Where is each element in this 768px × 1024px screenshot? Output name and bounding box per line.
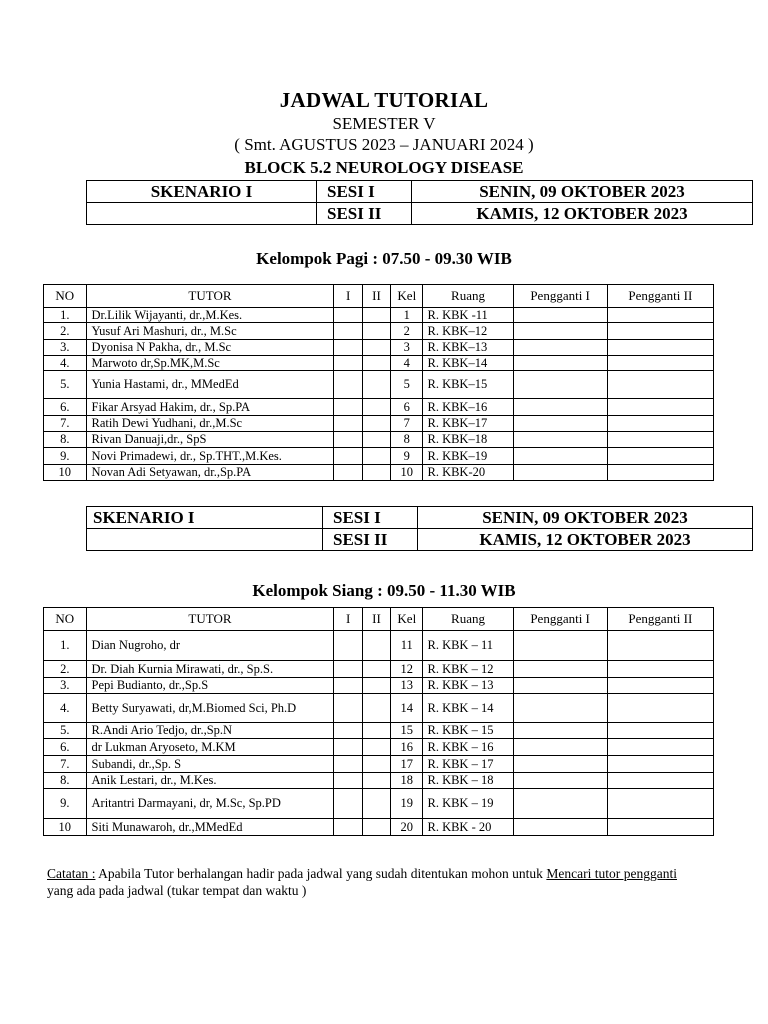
row-ruang: R. KBK–12 [423, 323, 513, 340]
row-tutor: Dyonisa N Pakha, dr., M.Sc [86, 340, 334, 356]
col-pengganti-2: Pengganti II [607, 285, 713, 308]
row-sesi-ii [362, 773, 390, 789]
table-row [44, 465, 714, 481]
row-ruang: R. KBK–16 [423, 399, 513, 416]
schedule-row-1 [87, 507, 753, 529]
table-row [44, 678, 714, 694]
row-sesi-ii [362, 323, 390, 340]
row-sesi-ii [362, 694, 390, 723]
row-kel: 3 [391, 340, 423, 356]
row-pengganti-1 [513, 773, 607, 789]
note-label: Catatan : [47, 866, 96, 881]
table-row [44, 448, 714, 465]
row-no: 1. [44, 631, 87, 661]
row-tutor: Novi Primadewi, dr., Sp.THT.,M.Kes. [86, 448, 334, 465]
row-sesi-i [334, 432, 362, 448]
note-text-1: Apabila Tutor berhalangan hadir pada jadwal yang sudah ditentukan mohon untuk [95, 866, 547, 881]
row-no: 7. [44, 756, 87, 773]
row-tutor: Fikar Arsyad Hakim, dr., Sp.PA [86, 399, 334, 416]
row-kel: 12 [391, 661, 423, 678]
row-kel: 14 [391, 694, 423, 723]
row-sesi-ii [362, 661, 390, 678]
row-no: 9. [44, 448, 87, 465]
row-kel: 5 [391, 371, 423, 399]
row-tutor: Siti Munawaroh, dr.,MMedEd [86, 819, 334, 836]
sesi-2-date: KAMIS, 12 OKTOBER 2023 [418, 529, 753, 551]
col-kel: Kel [391, 285, 423, 308]
row-pengganti-1 [513, 661, 607, 678]
row-kel: 7 [391, 416, 423, 432]
row-tutor: Rivan Danuaji,dr., SpS [86, 432, 334, 448]
row-no: 3. [44, 678, 87, 694]
row-sesi-ii [362, 631, 390, 661]
row-pengganti-2 [607, 631, 713, 661]
row-pengganti-2 [607, 661, 713, 678]
col-pengganti-1: Pengganti I [513, 608, 607, 631]
table-row [44, 723, 714, 739]
row-sesi-ii [362, 308, 390, 323]
table-row [44, 789, 714, 819]
table-row [44, 399, 714, 416]
row-tutor: Anik Lestari, dr., M.Kes. [86, 773, 334, 789]
row-sesi-i [334, 323, 362, 340]
row-pengganti-1 [513, 678, 607, 694]
row-sesi-i [334, 773, 362, 789]
row-ruang: R. KBK – 19 [423, 789, 513, 819]
skenario-label: SKENARIO I [87, 181, 317, 203]
row-sesi-i [334, 739, 362, 756]
row-ruang: R. KBK–17 [423, 416, 513, 432]
row-no: 3. [44, 340, 87, 356]
document-title: JADWAL TUTORIAL [279, 88, 489, 112]
row-kel: 9 [391, 448, 423, 465]
row-sesi-ii [362, 756, 390, 773]
skenario-label: SKENARIO I [87, 507, 323, 529]
row-ruang: R. KBK – 15 [423, 723, 513, 739]
row-ruang: R. KBK–18 [423, 432, 513, 448]
row-sesi-i [334, 756, 362, 773]
row-no: 1. [44, 308, 87, 323]
row-pengganti-2 [607, 773, 713, 789]
row-pengganti-2 [607, 448, 713, 465]
row-pengganti-1 [513, 694, 607, 723]
tutor-table-pagi-body [44, 308, 714, 481]
row-pengganti-2 [607, 819, 713, 836]
row-pengganti-1 [513, 340, 607, 356]
sesi-2-label: SESI II [317, 203, 412, 225]
row-pengganti-1 [513, 371, 607, 399]
row-kel: 4 [391, 356, 423, 371]
skenario-empty-cell [87, 203, 317, 225]
sesi-2-label: SESI II [323, 529, 418, 551]
row-no: 2. [44, 323, 87, 340]
sesi-1-label: SESI I [317, 181, 412, 203]
row-no: 5. [44, 723, 87, 739]
row-pengganti-2 [607, 465, 713, 481]
col-ruang: Ruang [423, 285, 513, 308]
sesi-1-label: SESI I [323, 507, 418, 529]
row-pengganti-2 [607, 789, 713, 819]
table-row [44, 739, 714, 756]
row-sesi-i [334, 678, 362, 694]
row-sesi-i [334, 789, 362, 819]
row-sesi-ii [362, 678, 390, 694]
col-ii: II [362, 608, 390, 631]
row-tutor: Marwoto dr,Sp.MK,M.Sc [86, 356, 334, 371]
row-tutor: Dr. Diah Kurnia Mirawati, dr., Sp.S. [86, 661, 334, 678]
row-ruang: R. KBK – 16 [423, 739, 513, 756]
schedule-row-2 [87, 203, 753, 225]
row-pengganti-2 [607, 756, 713, 773]
row-ruang: R. KBK – 14 [423, 694, 513, 723]
block-label: BLOCK 5.2 NEUROLOGY DISEASE [244, 158, 524, 177]
row-pengganti-2 [607, 356, 713, 371]
row-kel: 20 [391, 819, 423, 836]
table-row [44, 371, 714, 399]
row-pengganti-1 [513, 739, 607, 756]
row-pengganti-1 [513, 756, 607, 773]
row-tutor: Yunia Hastami, dr., MMedEd [86, 371, 334, 399]
row-pengganti-1 [513, 465, 607, 481]
table-row [44, 323, 714, 340]
row-kel: 10 [391, 465, 423, 481]
row-ruang: R. KBK–14 [423, 356, 513, 371]
col-i: I [334, 285, 362, 308]
row-ruang: R. KBK – 13 [423, 678, 513, 694]
row-kel: 17 [391, 756, 423, 773]
row-no: 9. [44, 789, 87, 819]
row-pengganti-1 [513, 399, 607, 416]
row-sesi-i [334, 416, 362, 432]
col-tutor: TUTOR [86, 285, 334, 308]
col-i: I [334, 608, 362, 631]
row-kel: 1 [391, 308, 423, 323]
col-kel: Kel [391, 608, 423, 631]
row-no: 6. [44, 399, 87, 416]
row-pengganti-1 [513, 631, 607, 661]
col-pengganti-1: Pengganti I [513, 285, 607, 308]
row-pengganti-2 [607, 694, 713, 723]
row-pengganti-1 [513, 416, 607, 432]
row-kel: 2 [391, 323, 423, 340]
row-sesi-ii [362, 416, 390, 432]
col-no: NO [44, 608, 87, 631]
row-pengganti-2 [607, 678, 713, 694]
row-pengganti-1 [513, 308, 607, 323]
row-no: 4. [44, 694, 87, 723]
row-no: 5. [44, 371, 87, 399]
note-paragraph [47, 865, 677, 899]
row-no: 4. [44, 356, 87, 371]
tutor-table-siang [43, 607, 714, 836]
skenario-empty-cell [87, 529, 323, 551]
row-kel: 15 [391, 723, 423, 739]
row-pengganti-2 [607, 340, 713, 356]
row-sesi-ii [362, 448, 390, 465]
row-ruang: R. KBK–15 [423, 371, 513, 399]
row-pengganti-2 [607, 416, 713, 432]
row-ruang: R. KBK-20 [423, 465, 513, 481]
row-kel: 8 [391, 432, 423, 448]
col-no: NO [44, 285, 87, 308]
row-no: 6. [44, 739, 87, 756]
schedule-row-1 [87, 181, 753, 203]
row-sesi-i [334, 465, 362, 481]
row-tutor: Ratih Dewi Yudhani, dr.,M.Sc [86, 416, 334, 432]
row-kel: 18 [391, 773, 423, 789]
row-sesi-i [334, 661, 362, 678]
row-sesi-ii [362, 340, 390, 356]
row-sesi-ii [362, 371, 390, 399]
row-sesi-ii [362, 432, 390, 448]
note-text-2: yang ada pada jadwal (tukar tempat dan waktu ) [47, 883, 307, 898]
row-pengganti-2 [607, 308, 713, 323]
row-no: 10 [44, 465, 87, 481]
row-tutor: Aritantri Darmayani, dr, M.Sc, Sp.PD [86, 789, 334, 819]
row-sesi-i [334, 399, 362, 416]
row-no: 10 [44, 819, 87, 836]
schedule-table-siang [86, 506, 753, 551]
row-pengganti-2 [607, 371, 713, 399]
row-tutor: Subandi, dr.,Sp. S [86, 756, 334, 773]
row-pengganti-1 [513, 789, 607, 819]
table-row [44, 694, 714, 723]
row-kel: 6 [391, 399, 423, 416]
row-tutor: Dian Nugroho, dr [86, 631, 334, 661]
table-row [44, 773, 714, 789]
table-row [44, 432, 714, 448]
semester-label: SEMESTER V [332, 114, 436, 133]
table-row [44, 356, 714, 371]
schedule-row-2 [87, 529, 753, 551]
row-tutor: Novan Adi Setyawan, dr.,Sp.PA [86, 465, 334, 481]
row-no: 2. [44, 661, 87, 678]
row-pengganti-2 [607, 723, 713, 739]
row-tutor: Pepi Budianto, dr.,Sp.S [86, 678, 334, 694]
table-row [44, 819, 714, 836]
table-row [44, 661, 714, 678]
row-kel: 13 [391, 678, 423, 694]
row-kel: 19 [391, 789, 423, 819]
row-sesi-ii [362, 465, 390, 481]
table-row [44, 416, 714, 432]
table-row [44, 340, 714, 356]
row-sesi-ii [362, 356, 390, 371]
row-sesi-i [334, 356, 362, 371]
row-no: 8. [44, 432, 87, 448]
tutor-table-pagi [43, 284, 714, 481]
sesi-1-date: SENIN, 09 OKTOBER 2023 [412, 181, 753, 203]
row-sesi-ii [362, 739, 390, 756]
row-sesi-ii [362, 789, 390, 819]
row-sesi-i [334, 819, 362, 836]
row-ruang: R. KBK -11 [423, 308, 513, 323]
row-sesi-i [334, 340, 362, 356]
row-sesi-i [334, 448, 362, 465]
row-pengganti-2 [607, 739, 713, 756]
row-ruang: R. KBK–13 [423, 340, 513, 356]
row-no: 8. [44, 773, 87, 789]
row-ruang: R. KBK – 18 [423, 773, 513, 789]
row-pengganti-1 [513, 356, 607, 371]
row-sesi-i [334, 694, 362, 723]
row-pengganti-1 [513, 819, 607, 836]
schedule-table-pagi [86, 180, 753, 225]
table-header-row [44, 608, 714, 631]
row-kel: 11 [391, 631, 423, 661]
row-pengganti-1 [513, 323, 607, 340]
group-heading-siang: Kelompok Siang : 09.50 - 11.30 WIB [252, 581, 516, 600]
row-no: 7. [44, 416, 87, 432]
row-sesi-i [334, 308, 362, 323]
row-sesi-ii [362, 819, 390, 836]
row-pengganti-2 [607, 399, 713, 416]
row-pengganti-1 [513, 723, 607, 739]
group-heading-pagi: Kelompok Pagi : 07.50 - 09.30 WIB [256, 249, 512, 268]
row-ruang: R. KBK–19 [423, 448, 513, 465]
row-sesi-i [334, 723, 362, 739]
row-ruang: R. KBK – 12 [423, 661, 513, 678]
table-row [44, 308, 714, 323]
row-ruang: R. KBK - 20 [423, 819, 513, 836]
col-pengganti-2: Pengganti II [607, 608, 713, 631]
row-pengganti-1 [513, 448, 607, 465]
row-pengganti-2 [607, 432, 713, 448]
row-sesi-ii [362, 399, 390, 416]
row-kel: 16 [391, 739, 423, 756]
row-tutor: Yusuf Ari Mashuri, dr., M.Sc [86, 323, 334, 340]
row-tutor: R.Andi Ario Tedjo, dr.,Sp.N [86, 723, 334, 739]
row-ruang: R. KBK – 17 [423, 756, 513, 773]
row-pengganti-1 [513, 432, 607, 448]
row-tutor: dr Lukman Aryoseto, M.KM [86, 739, 334, 756]
period-label: ( Smt. AGUSTUS 2023 – JANUARI 2024 ) [234, 135, 534, 154]
row-tutor: Betty Suryawati, dr,M.Biomed Sci, Ph.D [86, 694, 334, 723]
row-pengganti-2 [607, 323, 713, 340]
note-link: Mencari tutor pengganti [546, 866, 677, 881]
col-ii: II [362, 285, 390, 308]
table-row [44, 756, 714, 773]
table-row [44, 631, 714, 661]
row-sesi-i [334, 631, 362, 661]
col-ruang: Ruang [423, 608, 513, 631]
row-tutor: Dr.Lilik Wijayanti, dr.,M.Kes. [86, 308, 334, 323]
sesi-1-date: SENIN, 09 OKTOBER 2023 [418, 507, 753, 529]
col-tutor: TUTOR [86, 608, 334, 631]
tutor-table-siang-body [44, 631, 714, 836]
row-sesi-i [334, 371, 362, 399]
sesi-2-date: KAMIS, 12 OKTOBER 2023 [412, 203, 753, 225]
row-ruang: R. KBK – 11 [423, 631, 513, 661]
table-header-row [44, 285, 714, 308]
row-sesi-ii [362, 723, 390, 739]
